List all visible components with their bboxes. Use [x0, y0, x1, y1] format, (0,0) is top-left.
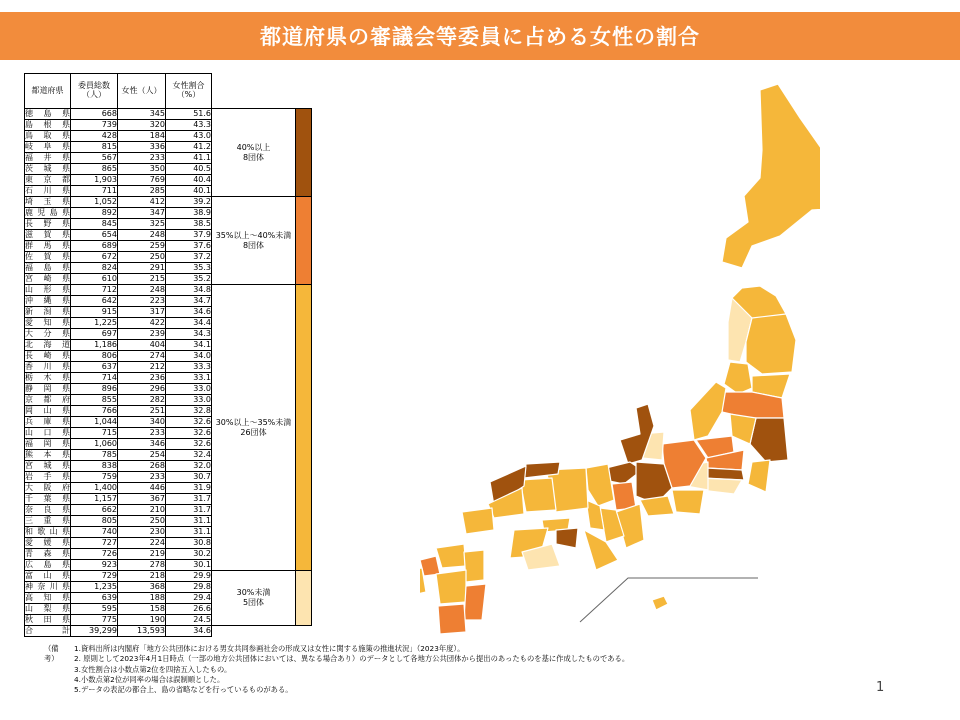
prefecture-miyazaki [464, 584, 486, 620]
group-color-swatch [296, 571, 312, 626]
prefecture-yamaguchi [462, 508, 494, 534]
page-title: 都道府県の審議会等委員に占める女性の割合 [260, 25, 700, 49]
okinawa-inset-line [580, 578, 758, 622]
women-cell: 278 [118, 560, 166, 571]
members-cell: 668 [71, 109, 118, 120]
prefecture-cell: 宮城県 [25, 461, 70, 470]
ratio-cell: 40.5 [166, 164, 212, 175]
prefecture-cell: 三重県 [25, 516, 70, 525]
prefecture-kumamoto [436, 570, 466, 604]
prefecture-cell: 愛知県 [25, 318, 70, 327]
prefecture-hokkaido [722, 84, 820, 268]
women-cell: 346 [118, 439, 166, 450]
ratio-cell: 33.1 [166, 373, 212, 384]
members-cell: 567 [71, 153, 118, 164]
women-cell: 158 [118, 604, 166, 615]
header-women: 女性（人） [118, 74, 166, 109]
prefecture-cell: 佐賀県 [25, 252, 70, 261]
prefecture-cell: 滋賀県 [25, 230, 70, 239]
header-prefecture: 都道府県 [25, 74, 71, 109]
ratio-cell: 34.1 [166, 340, 212, 351]
prefecture-shizuoka [672, 490, 704, 514]
women-cell: 340 [118, 417, 166, 428]
prefecture-cell: 香川県 [25, 362, 70, 371]
members-cell: 1,044 [71, 417, 118, 428]
prefecture-cell: 岡山県 [25, 406, 70, 415]
members-cell: 712 [71, 285, 118, 296]
prefecture-cell: 富山県 [25, 571, 70, 580]
members-cell: 845 [71, 219, 118, 230]
ratio-cell: 38.5 [166, 219, 212, 230]
prefecture-cell: 沖縄県 [25, 296, 70, 305]
members-cell: 865 [71, 164, 118, 175]
note-line: 3.女性割合は小数点第2位を四捨五入したもの。 [74, 664, 232, 674]
ratio-cell: 30.1 [166, 560, 212, 571]
prefecture-cell: 長崎県 [25, 351, 70, 360]
note-line: 4.小数点第2位が同率の場合は誤制順とした。 [74, 674, 225, 684]
women-cell: 248 [118, 285, 166, 296]
members-cell: 727 [71, 538, 118, 549]
women-cell: 218 [118, 571, 166, 582]
women-cell: 422 [118, 318, 166, 329]
prefecture-cell: 奈良県 [25, 505, 70, 514]
ratio-cell: 34.4 [166, 318, 212, 329]
members-cell: 689 [71, 241, 118, 252]
women-cell: 325 [118, 219, 166, 230]
members-cell: 740 [71, 527, 118, 538]
prefecture-cell: 徳島県 [25, 109, 70, 118]
ratio-cell: 40.1 [166, 186, 212, 197]
prefecture-cell: 新潟県 [25, 307, 70, 316]
prefecture-cell: 栃木県 [25, 373, 70, 382]
header-ratio: 女性割合 （%） [166, 74, 212, 109]
prefecture-cell: 群馬県 [25, 241, 70, 250]
prefecture-cell: 鳥取県 [25, 131, 70, 140]
ratio-cell: 32.6 [166, 417, 212, 428]
ratio-cell: 32.4 [166, 450, 212, 461]
header-group-blank [212, 74, 296, 109]
members-cell: 815 [71, 142, 118, 153]
title-bar [0, 12, 960, 60]
group-label-cell [212, 285, 296, 571]
ratio-cell: 35.2 [166, 274, 212, 285]
members-cell: 915 [71, 307, 118, 318]
ratio-cell: 33.0 [166, 384, 212, 395]
table-row [25, 197, 312, 208]
members-cell: 642 [71, 296, 118, 307]
group-color-swatch [296, 197, 312, 285]
members-cell: 1,235 [71, 582, 118, 593]
table-header-row [25, 74, 312, 109]
prefecture-fukuoka [436, 544, 466, 568]
group-label-cell [212, 571, 296, 626]
total-blank [296, 626, 312, 637]
ratio-cell: 32.0 [166, 461, 212, 472]
women-cell: 769 [118, 175, 166, 186]
prefecture-okayama [520, 478, 556, 512]
women-cell: 345 [118, 109, 166, 120]
members-cell: 1,903 [71, 175, 118, 186]
members-cell: 785 [71, 450, 118, 461]
prefecture-cell: 秋田県 [25, 615, 70, 624]
prefecture-cell: 愛媛県 [25, 538, 70, 547]
women-cell: 259 [118, 241, 166, 252]
women-cell: 250 [118, 516, 166, 527]
prefecture-cell: 岐阜県 [25, 142, 70, 151]
prefecture-cell: 岩手県 [25, 472, 70, 481]
prefecture-cell: 千葉県 [25, 494, 70, 503]
women-cell: 184 [118, 131, 166, 142]
ratio-cell: 30.8 [166, 538, 212, 549]
ratio-cell: 39.2 [166, 197, 212, 208]
members-cell: 637 [71, 362, 118, 373]
ratio-cell: 31.7 [166, 494, 212, 505]
prefecture-niigata [690, 382, 726, 440]
table-row [25, 109, 312, 120]
women-cell: 268 [118, 461, 166, 472]
page-number: 1 [876, 680, 885, 695]
members-cell: 1,400 [71, 483, 118, 494]
women-cell: 350 [118, 164, 166, 175]
women-cell: 336 [118, 142, 166, 153]
note-line: 1.資料出所は内閣府「地方公共団体における男女共同参画社会の形成又は女性に関する施策の推進状況」（2023年度）。 [74, 644, 465, 653]
ratio-cell: 32.6 [166, 439, 212, 450]
prefecture-okinawa [652, 596, 668, 610]
ratio-cell: 37.9 [166, 230, 212, 241]
women-cell: 251 [118, 406, 166, 417]
ratio-cell: 24.5 [166, 615, 212, 626]
total-members-cell: 39,299 [71, 626, 118, 637]
ratio-cell: 31.7 [166, 505, 212, 516]
women-cell: 296 [118, 384, 166, 395]
women-cell: 446 [118, 483, 166, 494]
women-cell: 274 [118, 351, 166, 362]
group-count-label: 8団体 [242, 240, 265, 250]
prefecture-iwate [746, 314, 796, 374]
group-range-label: 30%以上～35%未満 [215, 417, 292, 427]
prefecture-shiga [612, 482, 636, 510]
group-count-label: 5団体 [242, 598, 265, 607]
ratio-cell: 32.8 [166, 406, 212, 417]
ratio-cell: 31.1 [166, 527, 212, 538]
prefecture-cell: 茨城県 [25, 164, 70, 173]
prefecture-cell: 山形県 [25, 285, 70, 294]
total-blank [212, 626, 296, 637]
group-color-swatch [296, 285, 312, 571]
group-range-label: 40%以上 [236, 142, 271, 152]
women-cell: 317 [118, 307, 166, 318]
ratio-cell: 37.6 [166, 241, 212, 252]
members-cell: 1,225 [71, 318, 118, 329]
prefecture-cell: 東京都 [25, 175, 70, 184]
group-label-cell [212, 197, 296, 285]
members-cell: 714 [71, 373, 118, 384]
prefecture-aichi [640, 496, 674, 516]
prefecture-cell: 福島県 [25, 263, 70, 272]
members-cell: 654 [71, 230, 118, 241]
women-cell: 224 [118, 538, 166, 549]
members-cell: 726 [71, 549, 118, 560]
prefecture-cell: 鹿児島県 [25, 208, 70, 217]
ratio-cell: 32.6 [166, 428, 212, 439]
prefecture-tokushima [556, 528, 578, 548]
ratio-cell: 34.0 [166, 351, 212, 362]
members-cell: 766 [71, 406, 118, 417]
women-cell: 210 [118, 505, 166, 516]
members-cell: 896 [71, 384, 118, 395]
prefecture-kagoshima [438, 604, 466, 634]
prefecture-cell: 高知県 [25, 593, 70, 602]
members-cell: 610 [71, 274, 118, 285]
ratio-cell: 30.2 [166, 549, 212, 560]
prefecture-ibaraki [750, 418, 788, 462]
note-line: 5.データの表記の都合上、島の省略などを行っているものがある。 [74, 685, 293, 695]
women-cell: 219 [118, 549, 166, 560]
ratio-cell: 43.3 [166, 120, 212, 131]
women-cell: 230 [118, 527, 166, 538]
ratio-cell: 26.6 [166, 604, 212, 615]
prefecture-cell: 北海道 [25, 340, 70, 349]
prefecture-cell: 山梨県 [25, 604, 70, 613]
women-cell: 248 [118, 230, 166, 241]
notes-head: （備考） [44, 644, 59, 664]
prefecture-cell: 広島県 [25, 560, 70, 569]
group-count-label: 8団体 [242, 152, 265, 162]
prefecture-cell: 埼玉県 [25, 197, 70, 206]
women-cell: 368 [118, 582, 166, 593]
ratio-cell: 38.9 [166, 208, 212, 219]
prefecture-cell: 熊本県 [25, 450, 70, 459]
group-range-label: 35%以上～40%未満 [215, 230, 292, 240]
women-cell: 412 [118, 197, 166, 208]
women-cell: 254 [118, 450, 166, 461]
women-cell: 188 [118, 593, 166, 604]
members-cell: 1,060 [71, 439, 118, 450]
ratio-cell: 37.2 [166, 252, 212, 263]
table-row [25, 285, 312, 296]
women-cell: 291 [118, 263, 166, 274]
total-row [25, 626, 312, 637]
members-cell: 923 [71, 560, 118, 571]
ratio-cell: 31.9 [166, 483, 212, 494]
women-cell: 320 [118, 120, 166, 131]
ratio-cell: 29.8 [166, 582, 212, 593]
women-cell: 282 [118, 395, 166, 406]
prefecture-cell: 静岡県 [25, 384, 70, 393]
ratio-cell: 31.1 [166, 516, 212, 527]
women-cell: 236 [118, 373, 166, 384]
members-cell: 824 [71, 263, 118, 274]
header-bar-blank [296, 74, 312, 109]
ratio-cell: 34.3 [166, 329, 212, 340]
members-cell: 1,157 [71, 494, 118, 505]
japan-map [420, 70, 820, 640]
women-cell: 223 [118, 296, 166, 307]
members-cell: 715 [71, 428, 118, 439]
members-cell: 759 [71, 472, 118, 483]
members-cell: 672 [71, 252, 118, 263]
prefecture-cell: 京都府 [25, 395, 70, 404]
total-women-cell: 13,593 [118, 626, 166, 637]
prefecture-cell: 長野県 [25, 219, 70, 228]
members-cell: 729 [71, 571, 118, 582]
women-cell: 239 [118, 329, 166, 340]
women-cell: 347 [118, 208, 166, 219]
women-cell: 367 [118, 494, 166, 505]
prefecture-cell: 兵庫県 [25, 417, 70, 426]
group-count-label: 26団体 [240, 427, 267, 437]
header-members: 委員総数 （人） [71, 74, 118, 109]
prefecture-cell: 島根県 [25, 120, 70, 129]
prefecture-yamagata [724, 362, 752, 394]
ratio-cell: 30.7 [166, 472, 212, 483]
ratio-cell: 34.7 [166, 296, 212, 307]
prefecture-cell: 宮崎県 [25, 274, 70, 283]
women-cell: 233 [118, 153, 166, 164]
prefecture-chiba [748, 460, 770, 492]
members-cell: 805 [71, 516, 118, 527]
prefecture-cell: 山口県 [25, 428, 70, 437]
members-cell: 428 [71, 131, 118, 142]
ratio-cell: 51.6 [166, 109, 212, 120]
women-cell: 233 [118, 428, 166, 439]
prefecture-cell: 大分県 [25, 329, 70, 338]
members-cell: 697 [71, 329, 118, 340]
members-cell: 838 [71, 461, 118, 472]
prefecture-cell: 福岡県 [25, 439, 70, 448]
women-cell: 285 [118, 186, 166, 197]
ratio-cell: 41.1 [166, 153, 212, 164]
members-cell: 662 [71, 505, 118, 516]
total-label-cell: 合 計 [25, 626, 70, 635]
members-cell: 855 [71, 395, 118, 406]
table-row [25, 571, 312, 582]
women-cell: 233 [118, 472, 166, 483]
ratio-cell: 34.6 [166, 307, 212, 318]
total-ratio-cell: 34.6 [166, 626, 212, 637]
women-cell: 190 [118, 615, 166, 626]
ratio-cell: 29.4 [166, 593, 212, 604]
women-cell: 250 [118, 252, 166, 263]
ratio-cell: 33.3 [166, 362, 212, 373]
ratio-cell: 29.9 [166, 571, 212, 582]
prefecture-cell: 石川県 [25, 186, 70, 195]
members-cell: 1,186 [71, 340, 118, 351]
members-cell: 806 [71, 351, 118, 362]
group-range-label: 30%未満 [236, 588, 271, 597]
members-cell: 711 [71, 186, 118, 197]
ratio-table [24, 73, 312, 637]
ratio-cell: 41.2 [166, 142, 212, 153]
ratio-cell: 40.4 [166, 175, 212, 186]
members-cell: 892 [71, 208, 118, 219]
members-cell: 595 [71, 604, 118, 615]
prefecture-cell: 神奈川県 [25, 582, 70, 591]
members-cell: 775 [71, 615, 118, 626]
prefecture-cell: 福井県 [25, 153, 70, 162]
members-cell: 739 [71, 120, 118, 131]
prefecture-oita [464, 550, 484, 582]
group-label-cell [212, 109, 296, 197]
ratio-cell: 35.3 [166, 263, 212, 274]
prefecture-cell: 青森県 [25, 549, 70, 558]
women-cell: 404 [118, 340, 166, 351]
women-cell: 212 [118, 362, 166, 373]
women-cell: 215 [118, 274, 166, 285]
notes-lines [74, 644, 629, 695]
members-cell: 1,052 [71, 197, 118, 208]
ratio-cell: 34.8 [166, 285, 212, 296]
ratio-cell: 43.0 [166, 131, 212, 142]
note-line: 2. 原則として2023年4月1日時点（一部の地方公共団体においては、異なる場合あり）のデータとして各地方公共団体から提出のあったものを基に作成したものである。 [74, 654, 630, 664]
members-cell: 639 [71, 593, 118, 604]
group-color-swatch [296, 109, 312, 197]
prefecture-cell: 大阪府 [25, 483, 70, 492]
prefecture-cell: 和歌山県 [25, 527, 70, 536]
ratio-cell: 33.0 [166, 395, 212, 406]
